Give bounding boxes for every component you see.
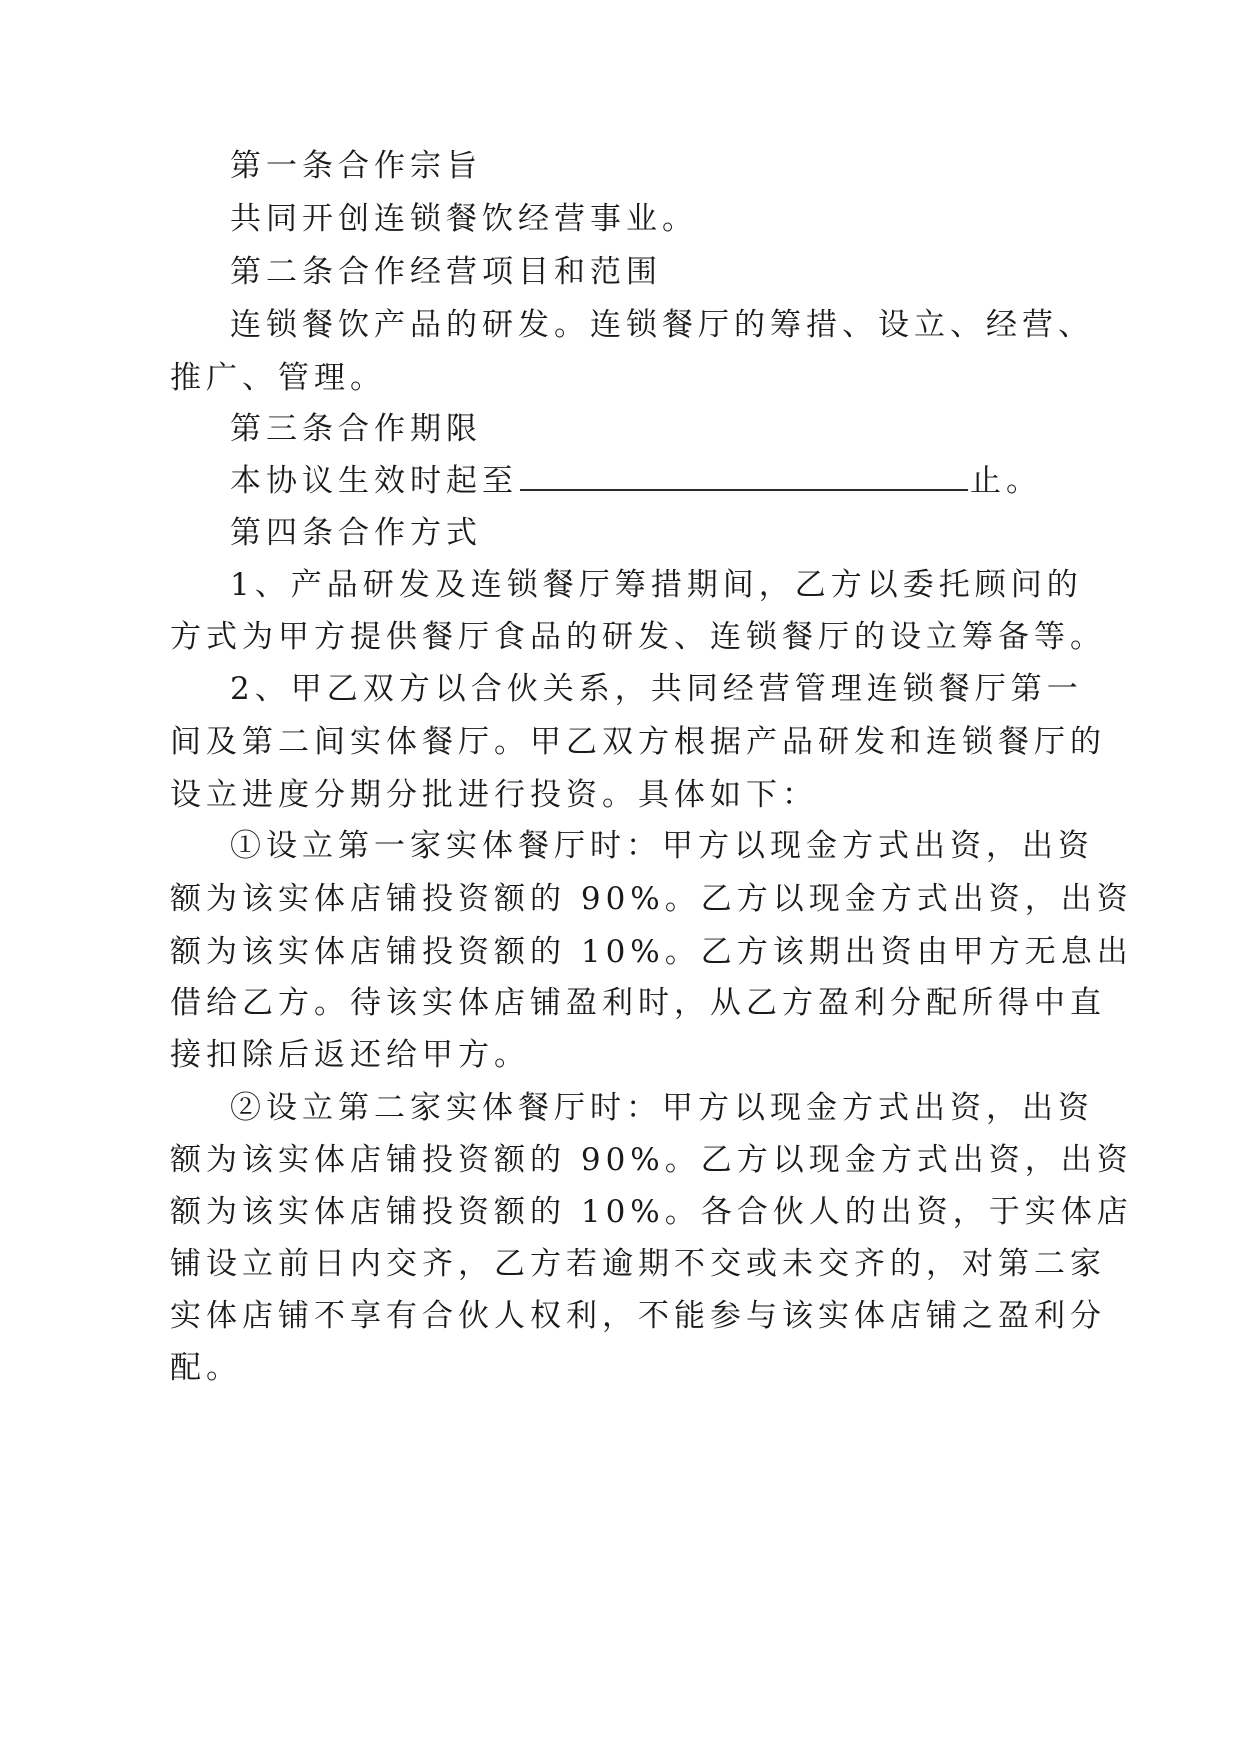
article-1-heading: 第一条合作宗旨 bbox=[230, 148, 482, 184]
sub-item-2-line-4: 铺设立前日内交齐，乙方若逾期不交或未交齐的，对第二家 bbox=[170, 1246, 1106, 1282]
item-2-line-2: 间及第二间实体餐厅。甲乙双方根据产品研发和连锁餐厅的 bbox=[170, 724, 1106, 760]
sub-item-1-line-2: 额为该实体店铺投资额的 90%。乙方以现金方式出资，出资 bbox=[170, 881, 1133, 917]
sub-item-2-line-2: 额为该实体店铺投资额的 90%。乙方以现金方式出资，出资 bbox=[170, 1142, 1133, 1178]
sub-item-1-line-3: 额为该实体店铺投资额的 10%。乙方该期出资由甲方无息出 bbox=[170, 934, 1133, 970]
article-3-body-suffix: 止。 bbox=[970, 463, 1042, 499]
sub-item-2-line-5: 实体店铺不享有合伙人权利，不能参与该实体店铺之盈利分 bbox=[170, 1298, 1106, 1334]
sub-item-1-line-1: ①设立第一家实体餐厅时：甲方以现金方式出资，出资 bbox=[230, 828, 1094, 864]
date-blank-line bbox=[520, 461, 968, 491]
sub-item-2-line-1: ②设立第二家实体餐厅时：甲方以现金方式出资，出资 bbox=[230, 1090, 1094, 1126]
article-3-body bbox=[0, 451, 1241, 511]
item-1-line-2: 方式为甲方提供餐厅食品的研发、连锁餐厅的设立筹备等。 bbox=[170, 619, 1106, 655]
sub-item-2-line-3: 额为该实体店铺投资额的 10%。各合伙人的出资，于实体店 bbox=[170, 1194, 1133, 1230]
article-2-body-line-1: 连锁餐饮产品的研发。连锁餐厅的筹措、设立、经营、 bbox=[230, 307, 1094, 343]
article-3-heading: 第三条合作期限 bbox=[230, 411, 482, 447]
item-2-line-3: 设立进度分期分批进行投资。具体如下： bbox=[170, 777, 818, 813]
article-1-body: 共同开创连锁餐饮经营事业。 bbox=[230, 201, 698, 237]
sub-item-1-line-5: 接扣除后返还给甲方。 bbox=[170, 1037, 530, 1073]
item-2-line-1: 2、甲乙双方以合伙关系，共同经营管理连锁餐厅第一 bbox=[230, 671, 1083, 707]
article-2-heading: 第二条合作经营项目和范围 bbox=[230, 254, 662, 290]
sub-item-2-line-6: 配。 bbox=[170, 1350, 242, 1386]
item-1-line-1: 1、产品研发及连锁餐厅筹措期间，乙方以委托顾问的 bbox=[230, 567, 1083, 603]
article-2-body-line-2: 推广、管理。 bbox=[170, 360, 386, 396]
article-4-heading: 第四条合作方式 bbox=[230, 515, 482, 551]
sub-item-1-line-4: 借给乙方。待该实体店铺盈利时，从乙方盈利分配所得中直 bbox=[170, 985, 1106, 1021]
article-3-body-prefix: 本协议生效时起至 bbox=[230, 463, 518, 499]
